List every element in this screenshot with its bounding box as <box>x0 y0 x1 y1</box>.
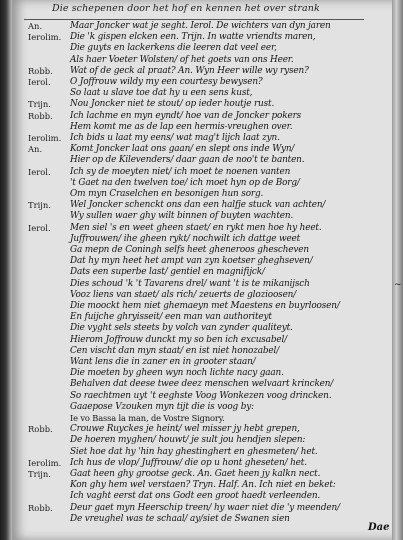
text-line <box>0 346 400 358</box>
text-line <box>0 167 400 179</box>
text-line <box>0 413 400 425</box>
speaker-label: Robb. <box>28 502 53 513</box>
text-line <box>0 368 400 380</box>
text-line <box>0 122 400 134</box>
text-line <box>0 491 400 503</box>
text-line <box>0 223 400 235</box>
text-line <box>0 279 400 291</box>
speaker-label: Trijn. <box>28 99 51 110</box>
verse-text: Dats een superbe last/ gentiel en magnifijck/ <box>70 267 265 278</box>
text-line <box>0 503 400 515</box>
text-line <box>0 290 400 302</box>
verse-text: 't Gaet na den twelven toe/ ich moet hyn op de Borg/ <box>70 177 300 188</box>
text-line <box>0 88 400 100</box>
text-line <box>0 245 400 257</box>
verse-text: Hier op de Kilevenders/ daar gaan de noo't te banten. <box>70 155 305 166</box>
verse-text: Juffrouwen/ ihe gheen rykt/ nochwilt ich dattge weet <box>70 233 301 244</box>
header-line: Die schepenen door het hof en kennen het over strank <box>52 3 320 14</box>
verse-text: Deur gaet myn Heerschip treen/ hy waer niet die 'y meenden/ <box>70 502 340 513</box>
verse-text: Siet hoe dat hy 'hin hay ghestinghert en ghesmeten/ het. <box>70 446 318 457</box>
verse-text: Gaat heen ghy grootse geck. An. Gaet heen jy kalkn nect. <box>70 469 321 479</box>
verse-text: O Joffrouw wildy my een courtesy bewysen? <box>70 77 263 87</box>
text-line <box>0 256 400 268</box>
verse-text: Dat hy myn heet het ampt van zyn koetser gheghseven/ <box>70 256 313 267</box>
verse-text: Die vyght sels steets by volch van zynder qualiteyt. <box>70 323 293 334</box>
text-line <box>0 447 400 459</box>
text-line <box>0 301 400 313</box>
verse-text: Die guyts en lackerkens die leeren dat veel eer, <box>70 43 277 54</box>
speaker-label: Ierol. <box>28 222 51 233</box>
running-header <box>24 3 364 20</box>
verse-text: Dies schoud 'k 't Tavarens drel/ want 't is te mikanijsch <box>70 278 310 289</box>
text-line <box>0 200 400 212</box>
verse-text: Die moockt hem niet ghemaeyn met Maestens en buyrloosen/ <box>70 301 340 311</box>
text-line <box>0 469 400 481</box>
speaker-label: Ierol. <box>28 166 51 177</box>
verse-text: Als haer Voeter Wolsten/ of het goets van ons Heer. <box>70 54 294 65</box>
verse-text: Hierom Joffrouw dunckt my so ben ich excusabel/ <box>70 334 287 345</box>
text-line <box>0 424 400 436</box>
verse-text: Ie vo Bassa la man, de Vostre Signory. <box>70 413 225 423</box>
text-line <box>0 111 400 123</box>
verse-text: Komt Joncker laat ons gaan/ en slept ons inde Wyn/ <box>70 144 295 155</box>
text-line <box>0 66 400 78</box>
text-line <box>0 435 400 447</box>
text-line <box>0 267 400 279</box>
verse-text: Die moeten by gheen wyn noch lichte nacy gaan. <box>70 368 284 379</box>
text-line <box>0 357 400 369</box>
text-line <box>0 211 400 223</box>
verse-text: Ich vaght eerst dat ons Godt een groot haedt verleenden. <box>70 491 321 502</box>
text-line <box>0 155 400 167</box>
verse-text: Wel Joncker schenckt ons dan een halfje stuck van achten/ <box>70 200 326 211</box>
speaker-label: Trijn. <box>28 200 51 211</box>
verse-text: De vreughel was te schaal/ ay/siet de Swanen sien <box>70 513 290 524</box>
text-line <box>0 133 400 145</box>
text-line <box>0 144 400 156</box>
verse-text: Wat of de geck al praat? An. Wyn Heer wille wy rysen? <box>70 65 309 76</box>
catchword: Dae <box>368 522 390 533</box>
text-line <box>0 55 400 67</box>
verse-text: Die 'k gispen elcken een. Trijn. In watte vriendts maren, <box>70 32 316 43</box>
verse-text: Ich bids u laat my eens/ wat mag't lijch laat zyn. <box>70 133 280 143</box>
speaker-label: Robb. <box>28 424 53 435</box>
verse-text: Crouwe Ruyckes je heint/ wel misser jy hebt grepen, <box>70 424 300 435</box>
text-line <box>0 335 400 347</box>
text-line <box>0 43 400 55</box>
verse-text: So laat u slave toe dat hy u een sens kust, <box>70 88 253 99</box>
speaker-label: Ierolim. <box>28 32 62 43</box>
text-line <box>0 391 400 403</box>
speaker-label: Ierol. <box>28 77 51 87</box>
verse-text: Hem komt me as de lap een hermis-vreughen over. <box>70 121 293 132</box>
verse-text: Nou Joncker niet te stout/ op ieder houtje rust. <box>70 99 275 110</box>
verse-text: Cen vischt dan myn staat/ en ist niet honozabel/ <box>70 345 280 356</box>
verse-text: En fuijche ghryisseit/ een man van authoriteyt <box>70 312 272 323</box>
verse-text: Om myn Craselchen en besonigen hun sorg. <box>70 189 264 199</box>
text-line <box>0 77 400 89</box>
text-line <box>0 32 400 44</box>
text-line <box>0 458 400 470</box>
speaker-label: Ierolim. <box>28 133 62 143</box>
text-line <box>0 379 400 391</box>
speaker-label: Robb. <box>28 65 53 76</box>
text-line <box>0 323 400 335</box>
speaker-label: An. <box>28 144 43 155</box>
verse-text: Ga mepn de Coningh selfs heet gheneroos ghescheven <box>70 245 309 255</box>
verse-text: Men siel 's en weet gheen staet/ en rykt men hoe hy heet. <box>70 222 322 233</box>
text-line <box>0 514 400 526</box>
text-line <box>0 178 400 190</box>
text-line <box>0 312 400 324</box>
text-line <box>0 234 400 246</box>
speaker-label: Trijn. <box>28 469 51 479</box>
text-line <box>0 189 400 201</box>
speaker-label: Ierolim. <box>28 457 62 468</box>
verse-text: Ich lachme en myn eyndt/ hoe van de Joncker pokers <box>70 110 302 121</box>
speaker-label: Robb. <box>28 110 53 121</box>
margin-mark: ~ <box>394 280 402 290</box>
verse-text: Gaaepose Vzouken myn tijt die is voog by: <box>70 401 254 412</box>
verse-text: De hoeren myghen/ houwt/ je sult jou hendjen slepen: <box>70 435 306 446</box>
verse-text: Vooz liens van staet/ als rich/ zeuerts de glozioosen/ <box>70 289 297 300</box>
speaker-label: An. <box>28 21 43 31</box>
verse-text: Maar Joncker wat je seght. Ierol. De wichters van dyn jaren <box>70 21 331 31</box>
verse-text: So raechtmen uyt 't eeghste Voog Wonkezen voog drincken. <box>70 390 332 401</box>
verse-text: Ich hus de vlop/ Juffrouw/ die op u hont gheseten/ het. <box>70 457 307 468</box>
text-line <box>0 21 400 33</box>
text-line <box>0 480 400 492</box>
text-line <box>0 402 400 414</box>
verse-text: Wy sullen waer ghy wilt binnen of buyten wachten. <box>70 211 294 222</box>
verse-text: Behalven dat deese twee deez menschen welvaart krincken/ <box>70 379 334 390</box>
verse-text: Ich sy de moeyten niet/ ich moet te noenen vanten <box>70 166 291 177</box>
text-line <box>0 99 400 111</box>
verse-text: Want lens die in zaner en in grooter staan/ <box>70 357 256 367</box>
verse-text: Kon ghy hem wel verstaen? Tryn. Half. An. Ich niet en beket: <box>70 480 336 491</box>
